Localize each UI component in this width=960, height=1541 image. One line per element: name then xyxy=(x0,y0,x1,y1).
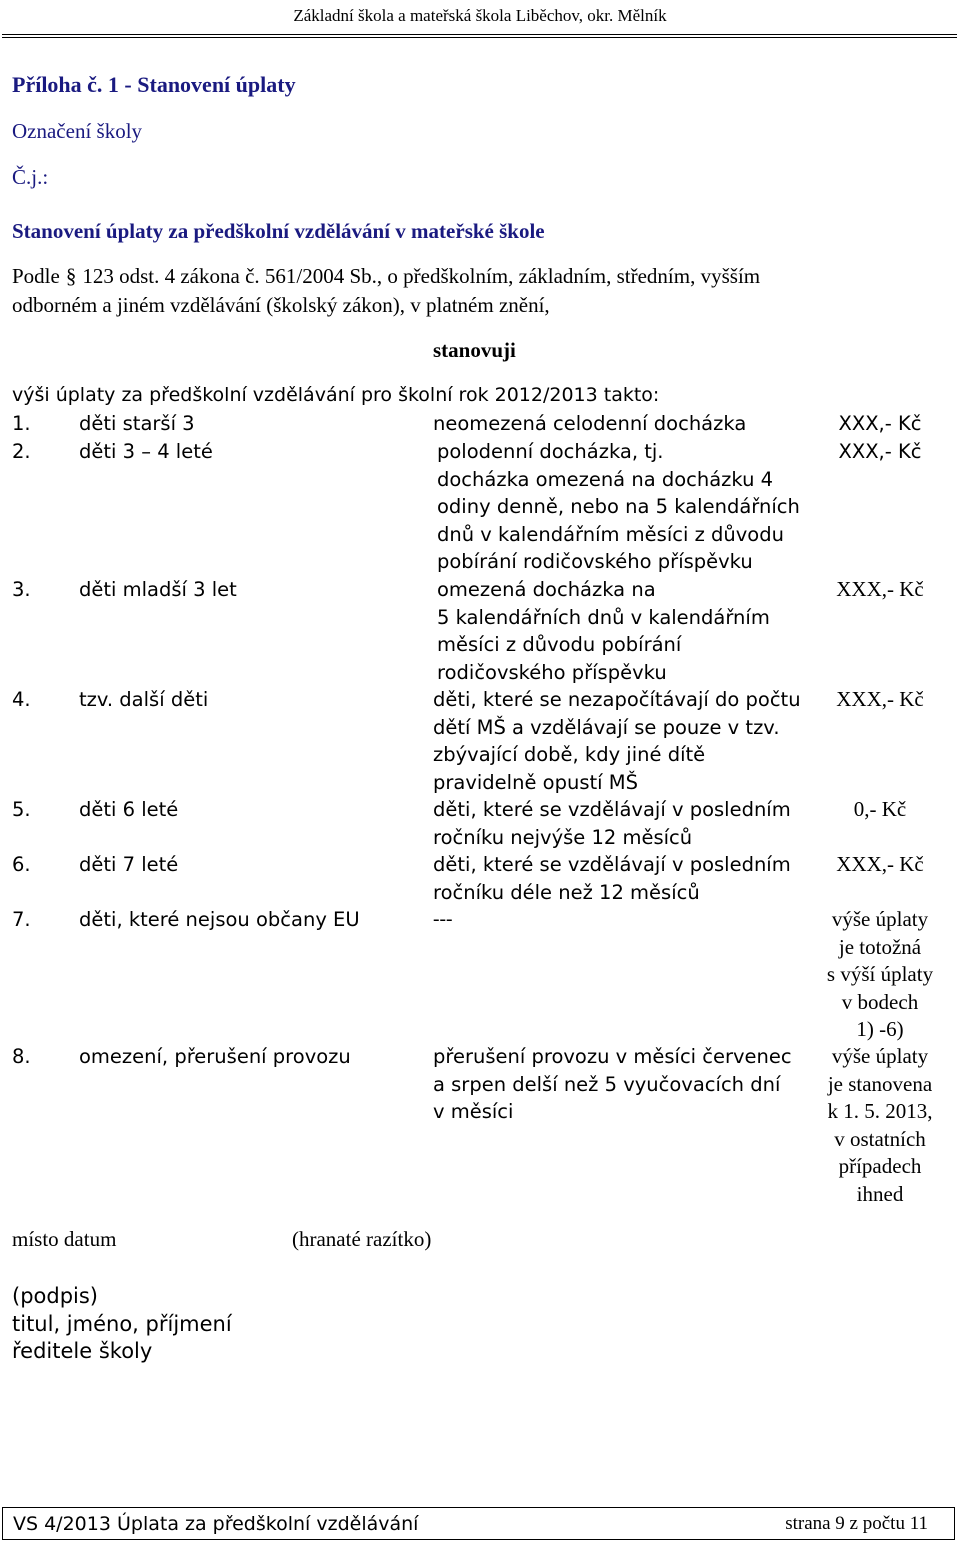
fee-line: XXX,- Kč xyxy=(836,687,924,711)
signer-name-line: titul, jméno, příjmení xyxy=(12,1311,232,1336)
header-rule-top xyxy=(2,34,957,35)
place-date: místo datum xyxy=(12,1227,117,1251)
row-description xyxy=(433,851,803,906)
fee-line: je stanovena xyxy=(827,1071,933,1096)
description-line: a srpen delší než 5 vyučovacích dní xyxy=(433,1072,781,1096)
footer-page-number: strana 9 z počtu 11 xyxy=(785,1513,928,1534)
row-fee xyxy=(810,851,950,879)
description-line: pravidelně opustí MŠ xyxy=(433,770,638,794)
fee-line: výše úplaty xyxy=(831,1044,929,1068)
row-label: děti starší 3 xyxy=(79,412,195,435)
legal-basis-line-1 xyxy=(12,264,760,289)
reference-number: Č.j.: xyxy=(12,165,49,189)
row-label: děti, které nejsou občany EU xyxy=(79,908,360,931)
description-line: docházka omezená na docházku 4 xyxy=(437,467,774,491)
row-fee xyxy=(810,906,950,1044)
row-description xyxy=(437,438,807,576)
description-line: odiny denně, nebo na 5 kalendářních xyxy=(437,495,800,518)
description-line: polodenní docházka, tj. xyxy=(437,440,664,463)
fee-line: s výší úplaty xyxy=(826,962,934,986)
fee-line: výše úplaty xyxy=(831,907,929,931)
section-sign: § xyxy=(65,264,77,288)
row-label: děti 7 leté xyxy=(79,853,179,876)
fee-line: k 1. 5. 2013, xyxy=(827,1099,933,1123)
fee-line: XXX,- Kč xyxy=(838,440,922,463)
fee-line: 0,- Kč xyxy=(853,797,907,821)
row-number: 5. xyxy=(12,798,31,821)
header-rule-bottom xyxy=(2,37,957,38)
row-label: děti mladší 3 let xyxy=(79,578,237,601)
description-line: --- xyxy=(433,909,453,930)
signature-block xyxy=(12,1283,232,1366)
row-number: 4. xyxy=(12,688,31,711)
description-line: přerušení provozu v měsíci červenec xyxy=(433,1045,792,1068)
fee-line: je totožná xyxy=(838,934,922,959)
fee-line: XXX,- Kč xyxy=(838,412,922,435)
description-line: dětí MŠ a vzdělávají se pouze v tzv. xyxy=(433,715,780,739)
row-fee xyxy=(810,1043,950,1208)
row-number: 3. xyxy=(12,578,31,601)
row-fee xyxy=(810,796,950,824)
legal-basis-line-2: odborném a jiném vzdělávání (školský zákon), v platném znění, xyxy=(12,293,550,317)
fee-line: 1) -6) xyxy=(856,1017,904,1041)
appendix-title: Příloha č. 1 - Stanovení úplaty xyxy=(12,72,296,97)
fee-line: v ostatních xyxy=(834,1126,926,1151)
row-fee xyxy=(810,686,950,714)
row-number: 2. xyxy=(12,440,31,463)
row-description xyxy=(433,906,803,934)
fee-line: XXX,- Kč xyxy=(836,852,924,876)
description-line: děti, které se nezapočítávají do počtu xyxy=(433,688,801,711)
row-label: děti 6 leté xyxy=(79,798,179,821)
fee-line: případech xyxy=(838,1154,922,1178)
row-number: 7. xyxy=(12,908,31,931)
description-line: dnů v kalendářním měsíci z důvodu xyxy=(437,522,784,546)
description-line: měsíci z důvodu pobírání xyxy=(437,633,682,656)
fee-line: v bodech xyxy=(841,989,919,1014)
decree-heading: stanovuji xyxy=(433,338,516,362)
fee-line: ihned xyxy=(856,1181,904,1206)
row-description xyxy=(433,796,803,851)
row-label: děti 3 – 4 leté xyxy=(79,440,213,463)
description-line: děti, které se vzdělávají v posledním xyxy=(433,798,791,821)
description-line: 5 kalendářních dnů v kalendářním xyxy=(437,605,770,629)
row-fee xyxy=(810,410,950,438)
row-fee xyxy=(810,576,950,604)
row-fee xyxy=(810,438,950,466)
legal-basis-reference: 123 odst. 4 zákona č. 561/2004 Sb., o předškolním, základním, středním, vyšším xyxy=(82,264,761,288)
legal-basis-prefix: Podle xyxy=(12,264,60,288)
signature-line: (podpis) xyxy=(12,1284,98,1308)
description-line: zbývající době, kdy jiné dítě xyxy=(433,743,706,766)
description-line: pobírání rodičovského příspěvku xyxy=(437,550,753,573)
school-designation: Označení školy xyxy=(12,119,143,143)
row-number: 1. xyxy=(12,412,31,435)
row-label: tzv. další děti xyxy=(79,688,209,711)
row-description xyxy=(433,1043,803,1126)
description-line: rodičovského příspěvku xyxy=(437,660,667,684)
page-footer xyxy=(2,1507,955,1540)
row-description xyxy=(437,576,807,686)
fee-line: XXX,- Kč xyxy=(836,577,924,601)
row-description xyxy=(433,686,803,796)
description-line: děti, které se vzdělávají v posledním xyxy=(433,853,791,876)
description-line: v měsíci xyxy=(433,1100,514,1123)
fee-intro: výši úplaty za předškolní vzdělávání pro školní rok 2012/2013 takto: xyxy=(12,384,660,406)
page-header: Základní škola a mateřská škola Liběchov, okr. Mělník xyxy=(293,6,667,25)
description-line: ročníku nejvýše 12 měsíců xyxy=(433,825,693,849)
signer-role-line: ředitele školy xyxy=(12,1339,153,1363)
document-title: Stanovení úplaty za předškolní vzdělávání v mateřské škole xyxy=(12,219,545,243)
description-line: omezená docházka na xyxy=(437,578,656,601)
row-number: 8. xyxy=(12,1045,31,1068)
description-line: neomezená celodenní docházka xyxy=(433,412,747,435)
stamp-placeholder: (hranaté razítko) xyxy=(292,1227,432,1251)
description-line: ročníku déle než 12 měsíců xyxy=(433,880,700,904)
footer-document-id: VS 4/2013 Úplata za předškolní vzdělávání xyxy=(13,1513,419,1535)
row-description xyxy=(433,410,803,438)
row-number: 6. xyxy=(12,853,31,876)
row-label: omezení, přerušení provozu xyxy=(79,1045,351,1068)
